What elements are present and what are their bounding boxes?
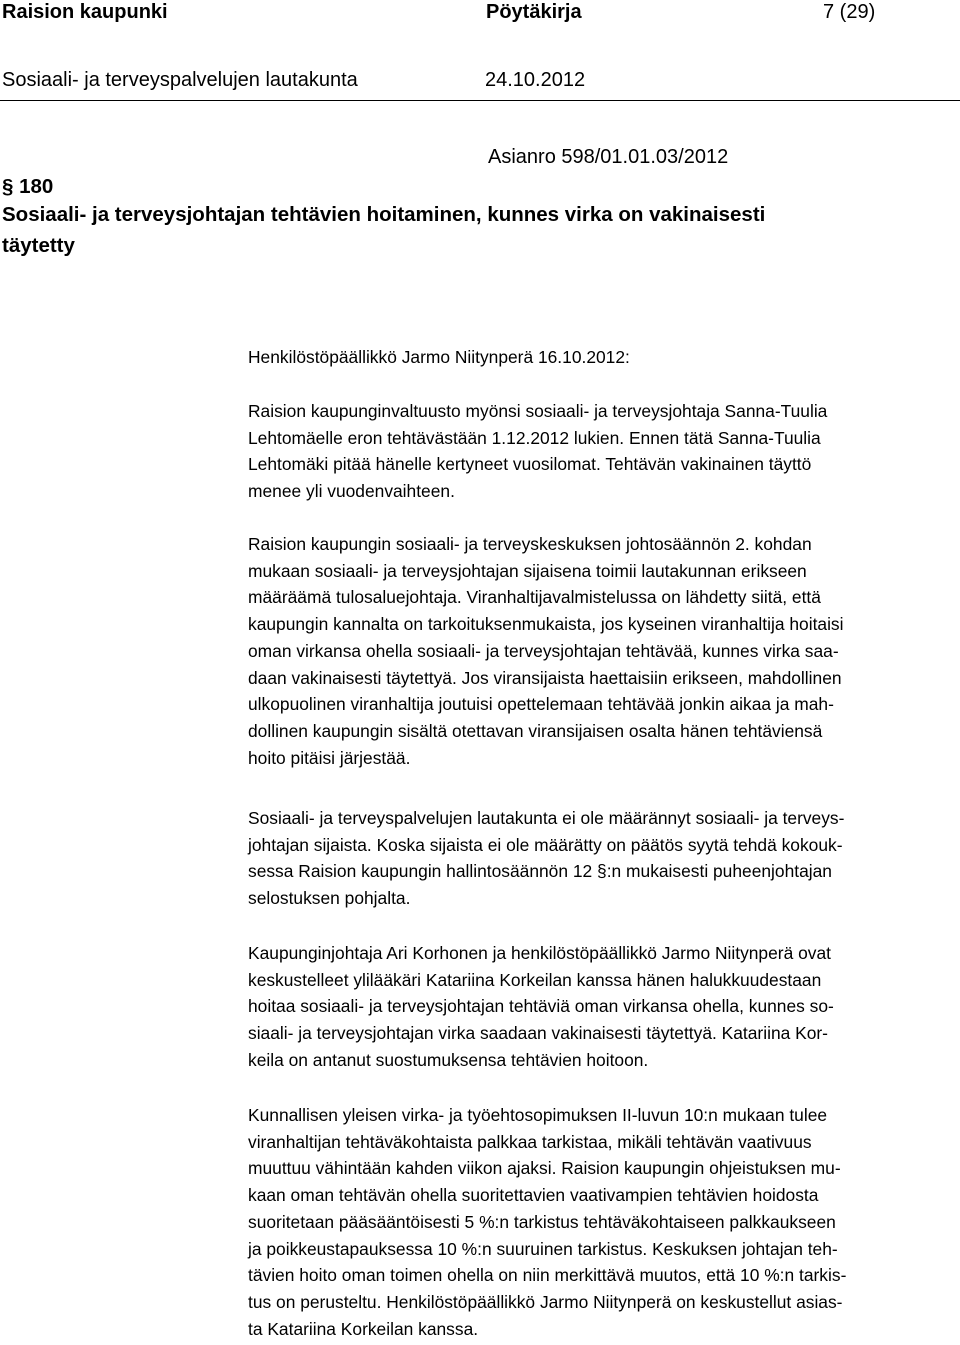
page-number: 7 (29) [823,1,876,23]
text-line: mukaan sosiaali- ja terveysjohtajan sijaisena toimii lautakunnan erikseen [248,560,807,581]
title-line: täytetty [2,234,75,257]
text-line: Sosiaali- ja terveyspalvelujen lautakunta ei ole määrännyt sosiaali- ja terveys- [248,808,845,828]
agenda-item-title [2,199,952,261]
text-line: hoito pitäisi järjestää. [248,747,411,768]
text-line: keskustelleet ylilääkäri Katariina Korkeilan kanssa hänen halukkuudestaan [248,969,822,990]
text-line: muuttuu vähintään kahden viikon ajaksi. Raision kaupungin ohjeistuksen mu- [248,1158,841,1179]
header-row-top [2,0,942,24]
title-line: Sosiaali- ja terveysjohtajan tehtävien hoitaminen, kunnes virka on vakinaisesti [2,203,766,226]
text-line: tus on perusteltu. Henkilöstöpäällikkö Jarmo Niitynperä on keskustellut asias- [248,1291,843,1312]
text-line: hoitaa sosiaali- ja terveysjohtajan tehtäviä oman virkansa ohella, kunnes so- [248,996,834,1017]
meeting-date: 24.10.2012 [485,69,586,91]
text-line: määräämä tulosaluejohtaja. Viranhaltijavalmistelussa on lähdetty siitä, että [248,587,821,608]
text-line: ulkopuolinen viranhaltija joutuisi opettelemaan tehtävää jonkin aikaa ja mah- [248,694,834,715]
paragraph-background [248,398,948,505]
text-line: Raision kaupunginvaltuusto myönsi sosiaali- ja terveysjohtaja Sanna-Tuulia [248,401,828,421]
board-name: Sosiaali- ja terveyspalvelujen lautakunta [2,69,358,91]
text-line: kaan oman tehtävän ohella suoritettavien vaativampien tehtävien hoidosta [248,1185,819,1206]
text-line: siaali- ja terveysjohtajan virka saadaan vakinaisesti täytettyä. Katariina Kor- [248,1023,828,1044]
text-line: Lehtomäelle eron tehtävästään 1.12.2012 lukien. Ennen tätä Sanna-Tuulia [248,427,821,448]
text-line: sessa Raision kaupungin hallintosäännön 12 §:n mukaisesti puheenjohtajan [248,861,832,882]
text-line: Henkilöstöpäällikkö Jarmo Niitynperä 16.10.2012: [248,347,630,367]
text-line: selostuksen pohjalta. [248,888,411,909]
organization-name: Raision kaupunki [2,1,168,23]
paragraph-substitute-rules [248,531,948,771]
text-line: menee yli vuodenvaihteen. [248,481,455,502]
text-line: keila on antanut suostumuksensa tehtävien hoitoon. [248,1049,649,1070]
text-line: ja poikkeustapauksessa 10 %:n suuruinen tarkistus. Keskuksen johtajan teh- [248,1238,838,1259]
paragraph-candidate [248,940,948,1074]
paragraph-salary [248,1102,948,1342]
text-line: oman virkansa ohella sosiaali- ja terveysjohtajan tehtävää, kunnes virka saa- [248,640,839,661]
case-number: Asianro 598/01.01.03/2012 [488,146,729,168]
section-number: § 180 [2,175,54,198]
paragraph-preparer [248,344,948,371]
text-line: Raision kaupungin sosiaali- ja terveyskeskuksen johtosäännön 2. kohdan [248,534,812,554]
header-row-bottom [2,68,942,92]
text-line: Kaupunginjohtaja Ari Korhonen ja henkilöstöpäällikkö Jarmo Niitynperä ovat [248,943,831,963]
text-line: viranhaltijan tehtäväkohtaista palkkaa tarkistaa, mikäli tehtävän vaativuus [248,1131,812,1152]
text-line: daan vakinaisesti täytettyä. Jos viransijaista haettaisiin erikseen, mahdollinen [248,667,842,688]
document-type: Pöytäkirja [486,1,582,23]
paragraph-board-decision [248,805,948,912]
text-line: Lehtomäki pitää hänelle kertyneet vuosilomat. Tehtävän vakinainen täyttö [248,454,812,475]
text-line: tävien hoito oman toimen ohella on niin merkittävä muutos, että 10 %:n tarkis- [248,1265,847,1286]
text-line: suoritetaan pääsääntöisesti 5 %:n tarkistus tehtäväkohtaiseen palkkaukseen [248,1211,836,1232]
text-line: ta Katariina Korkeilan kanssa. [248,1318,479,1339]
text-line: dollinen kaupungin sisältä otettavan viransijaisen osalta hänen tehtäviensä [248,720,823,741]
text-line: johtajan sijaista. Koska sijaista ei ole määrätty on päätös syytä tehdä kokouk- [248,834,843,855]
text-line: kaupungin kannalta on tarkoituksenmukaista, jos kyseinen viranhaltija hoitaisi [248,614,844,635]
header-divider [0,100,960,101]
text-line: Kunnallisen yleisen virka- ja työehtosopimuksen II-luvun 10:n mukaan tulee [248,1105,828,1125]
